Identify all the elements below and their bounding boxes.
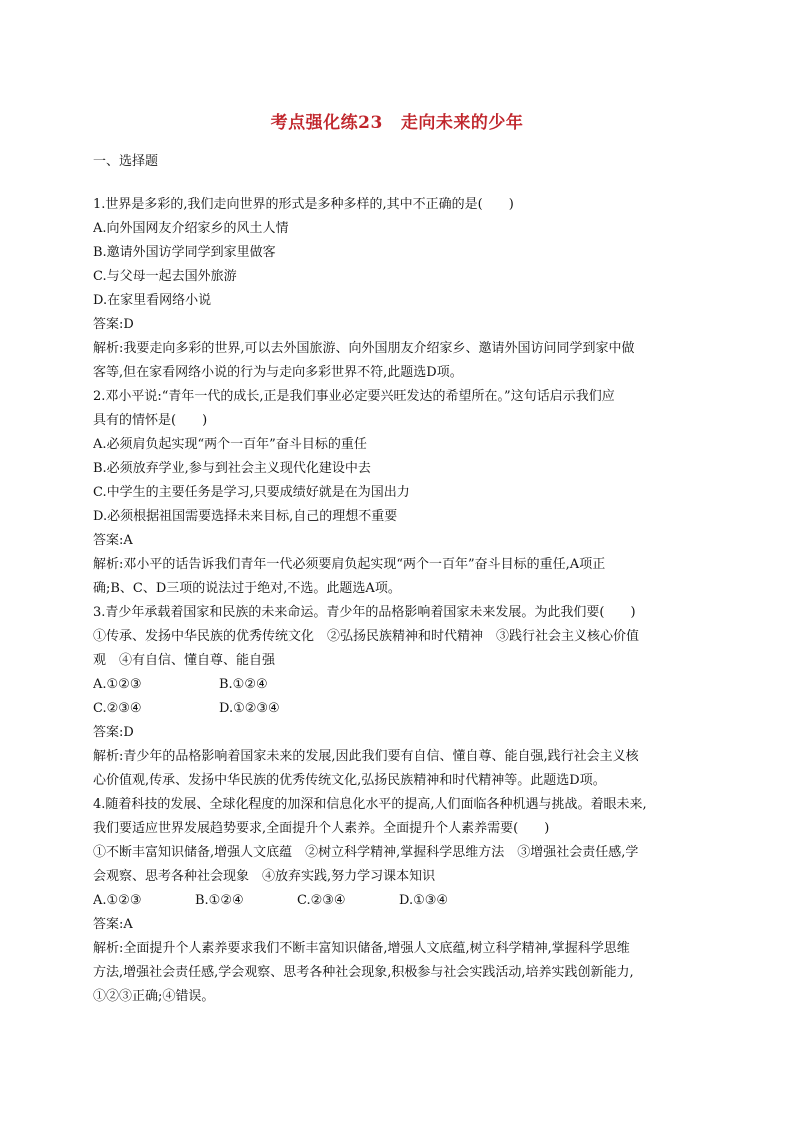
q2-analysis-line-1: 解析:邓小平的话告诉我们青年一代必须要肩负起实现“两个一百年”奋斗目标的重任,A项正: [93, 557, 606, 572]
q1-option-a: A.向外国网友介绍家乡的风土人情: [93, 221, 289, 236]
q1-analysis-line-2: 客等,但在家看网络小说的行为与走向多彩世界不符,此题选D项。: [93, 365, 463, 380]
q4-option-d: D.①③④: [399, 893, 449, 908]
q3-option-b: B.①②④: [219, 677, 268, 692]
q2-stem-line-1: 2.邓小平说:“青年一代的成长,正是我们事业必定要兴旺发达的希望所在。”这句话启示我们应: [93, 389, 615, 404]
q2-option-d: D.必须根据祖国需要选择未来目标,自己的理想不重要: [93, 509, 398, 524]
q4-answer: 答案:A: [93, 917, 133, 932]
q2-option-c: C.中学生的主要任务是学习,只要成绩好就是在为国出力: [93, 485, 410, 500]
q4-analysis-line-1: 解析:全面提升个人素养要求我们不断丰富知识储备,增强人文底蕴,树立科学精神,掌握科学思维: [93, 941, 630, 956]
q4-option-c: C.②③④: [297, 893, 346, 908]
q4-options-row: [93, 889, 705, 913]
q3-items-line-1: ①传承、发扬中华民族的优秀传统文化 ②弘扬民族精神和时代精神 ③践行社会主义核心价值: [93, 629, 640, 644]
q3-option-a: A.①②③: [93, 677, 142, 692]
q4-option-a: A.①②③: [93, 893, 142, 908]
q3-options-row-1: [93, 673, 705, 697]
q2-analysis-line-2: 确;B、C、D三项的说法过于绝对,不选。此题选A项。: [93, 581, 401, 596]
title-main: 考点强化练23: [270, 113, 383, 133]
question-list: [93, 193, 705, 1009]
q4-items-line-1: ①不断丰富知识储备,增强人文底蕴 ②树立科学精神,掌握科学思维方法 ③增强社会责任感,学: [93, 845, 639, 860]
q3-options-row-2: [93, 697, 705, 721]
q1-option-b: B.邀请外国访学同学到家里做客: [93, 245, 276, 260]
q3-answer: 答案:D: [93, 725, 134, 740]
q3-stem: 3.青少年承载着国家和民族的未来命运。青少年的品格影响着国家未来发展。为此我们要( ): [93, 605, 636, 620]
q2-option-b: B.必须放弃学业,参与到社会主义现代化建设中去: [93, 461, 371, 476]
q1-analysis-line-1: 解析:我要走向多彩的世界,可以去外国旅游、向外国朋友介绍家乡、邀请外国访问同学到家中做: [93, 341, 635, 356]
q4-stem-line-2: 我们要适应世界发展趋势要求,全面提升个人素养。全面提升个人素养需要( ): [93, 821, 550, 836]
q1-option-c: C.与父母一起去国外旅游: [93, 269, 237, 284]
q2-stem-line-2: 具有的情怀是( ): [93, 413, 208, 428]
q1-answer: 答案:D: [93, 317, 134, 332]
title-sub: 走向未来的少年: [400, 113, 524, 133]
section-heading: 一、选择题: [93, 154, 159, 169]
q4-analysis-line-2: 方法,增强社会责任感,学会观察、思考各种社会现象,积极参与社会实践活动,培养实践创新能力,: [93, 965, 634, 980]
q4-option-b: B.①②④: [195, 893, 244, 908]
q1-option-d: D.在家里看网络小说: [93, 293, 212, 308]
q3-analysis-line-1: 解析:青少年的品格影响着国家未来的发展,因此我们要有自信、懂自尊、能自强,践行社会主义核: [93, 749, 639, 764]
q3-option-c: C.②③④: [93, 701, 142, 716]
q4-items-line-2: 会观察、思考各种社会现象 ④放弃实践,努力学习课本知识: [93, 869, 436, 884]
q3-analysis-line-2: 心价值观,传承、发扬中华民族的优秀传统文化,弘扬民族精神和时代精神等。此题选D项。: [93, 773, 606, 788]
q2-answer: 答案:A: [93, 533, 133, 548]
q3-option-d: D.①②③④: [219, 701, 280, 716]
q4-analysis-line-3: ①②③正确;④错误。: [93, 989, 215, 1004]
q1-stem: 1.世界是多彩的,我们走向世界的形式是多种多样的,其中不正确的是( ): [93, 197, 514, 212]
q4-stem-line-1: 4.随着科技的发展、全球化程度的加深和信息化水平的提高,人们面临各种机遇与挑战。着眼未来,: [93, 797, 647, 812]
q2-option-a: A.必须肩负起实现“两个一百年”奋斗目标的重任: [93, 437, 367, 452]
page-title: [0, 108, 794, 133]
q3-items-line-2: 观 ④有自信、懂自尊、能自强: [93, 653, 276, 668]
